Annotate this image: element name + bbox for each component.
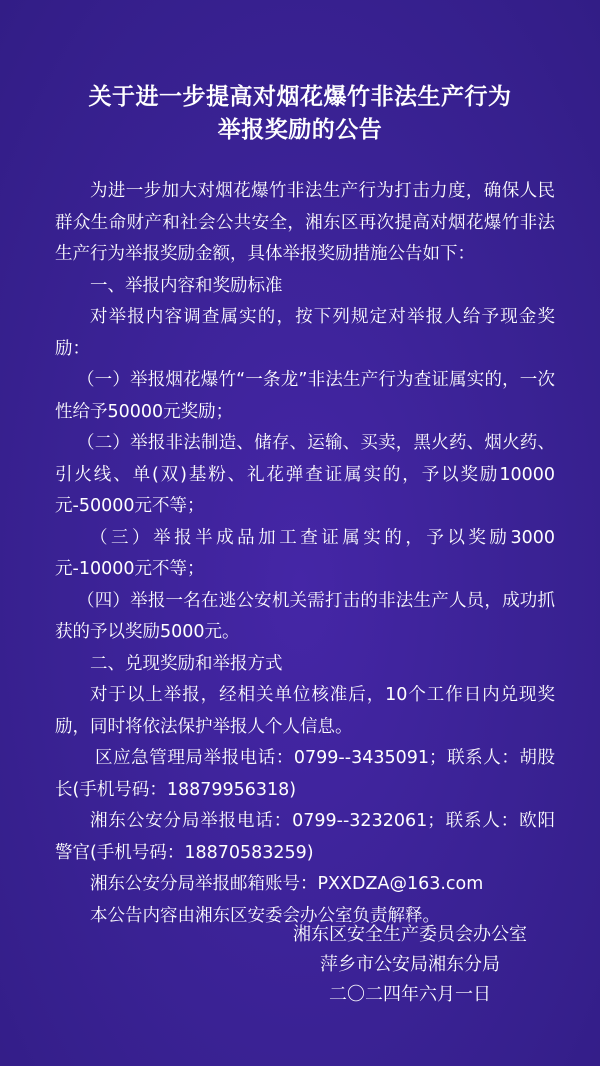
contact-emergency-bureau: 区应急管理局举报电话：0799--3435091；联系人：胡股长(手机号码：18879956318) [55,748,555,800]
reward-intro-paragraph: 对举报内容调查属实的，按下列规定对举报人给予现金奖励： [55,307,555,359]
signature-org-2: 萍乡市公安局湘东分局 [320,954,500,975]
reward-item-2: （二）举报非法制造、储存、运输、买卖，黑火药、烟火药、引火线、单(双)基粉、礼花弹查证属实的，予以奖励10000元-50000元不等； [55,433,555,516]
notice-body [55,176,555,932]
section-heading-redemption: 二、兑现奖励和举报方式 [90,653,283,674]
signature-block [260,920,560,1010]
notice-title-line-2: 举报奖励的公告 [217,117,383,143]
reward-item-4: （四）举报一名在逃公安机关需打击的非法生产人员，成功抓获的予以奖励5000元。 [55,590,555,642]
notice-title-line-1: 关于进一步提高对烟花爆竹非法生产行为 [88,84,512,110]
section-heading-reward-standard: 一、举报内容和奖励标准 [90,275,283,296]
interpretation-note: 本公告内容由湘东区安委会办公室负责解释。 [90,905,440,926]
reward-item-3: （三）举报半成品加工查证属实的，予以奖励3000元-10000元不等； [55,527,555,579]
reward-item-1: （一）举报烟花爆竹“一条龙”非法生产行为查证属实的，一次性给予50000元奖励； [55,370,555,422]
intro-paragraph: 为进一步加大对烟花爆竹非法生产行为打击力度，确保人民群众生命财产和社会公共安全，湘东区再次提高对烟花爆竹非法生产行为举报奖励金额，具体举报奖励措施公告如下： [55,181,555,264]
redemption-paragraph: 对于以上举报，经相关单位核准后，10个工作日内兑现奖励，同时将依法保护举报人个人信息。 [55,685,555,737]
contact-email: 湘东公安分局举报邮箱账号：PXXDZA@163.com [90,874,484,894]
signature-org-1: 湘东区安全生产委员会办公室 [293,924,527,945]
contact-police-branch: 湘东公安分局举报电话：0799--3232061；联系人：欧阳警官(手机号码：18870583259) [55,811,555,863]
signature-date: 二〇二四年六月一日 [329,984,491,1005]
